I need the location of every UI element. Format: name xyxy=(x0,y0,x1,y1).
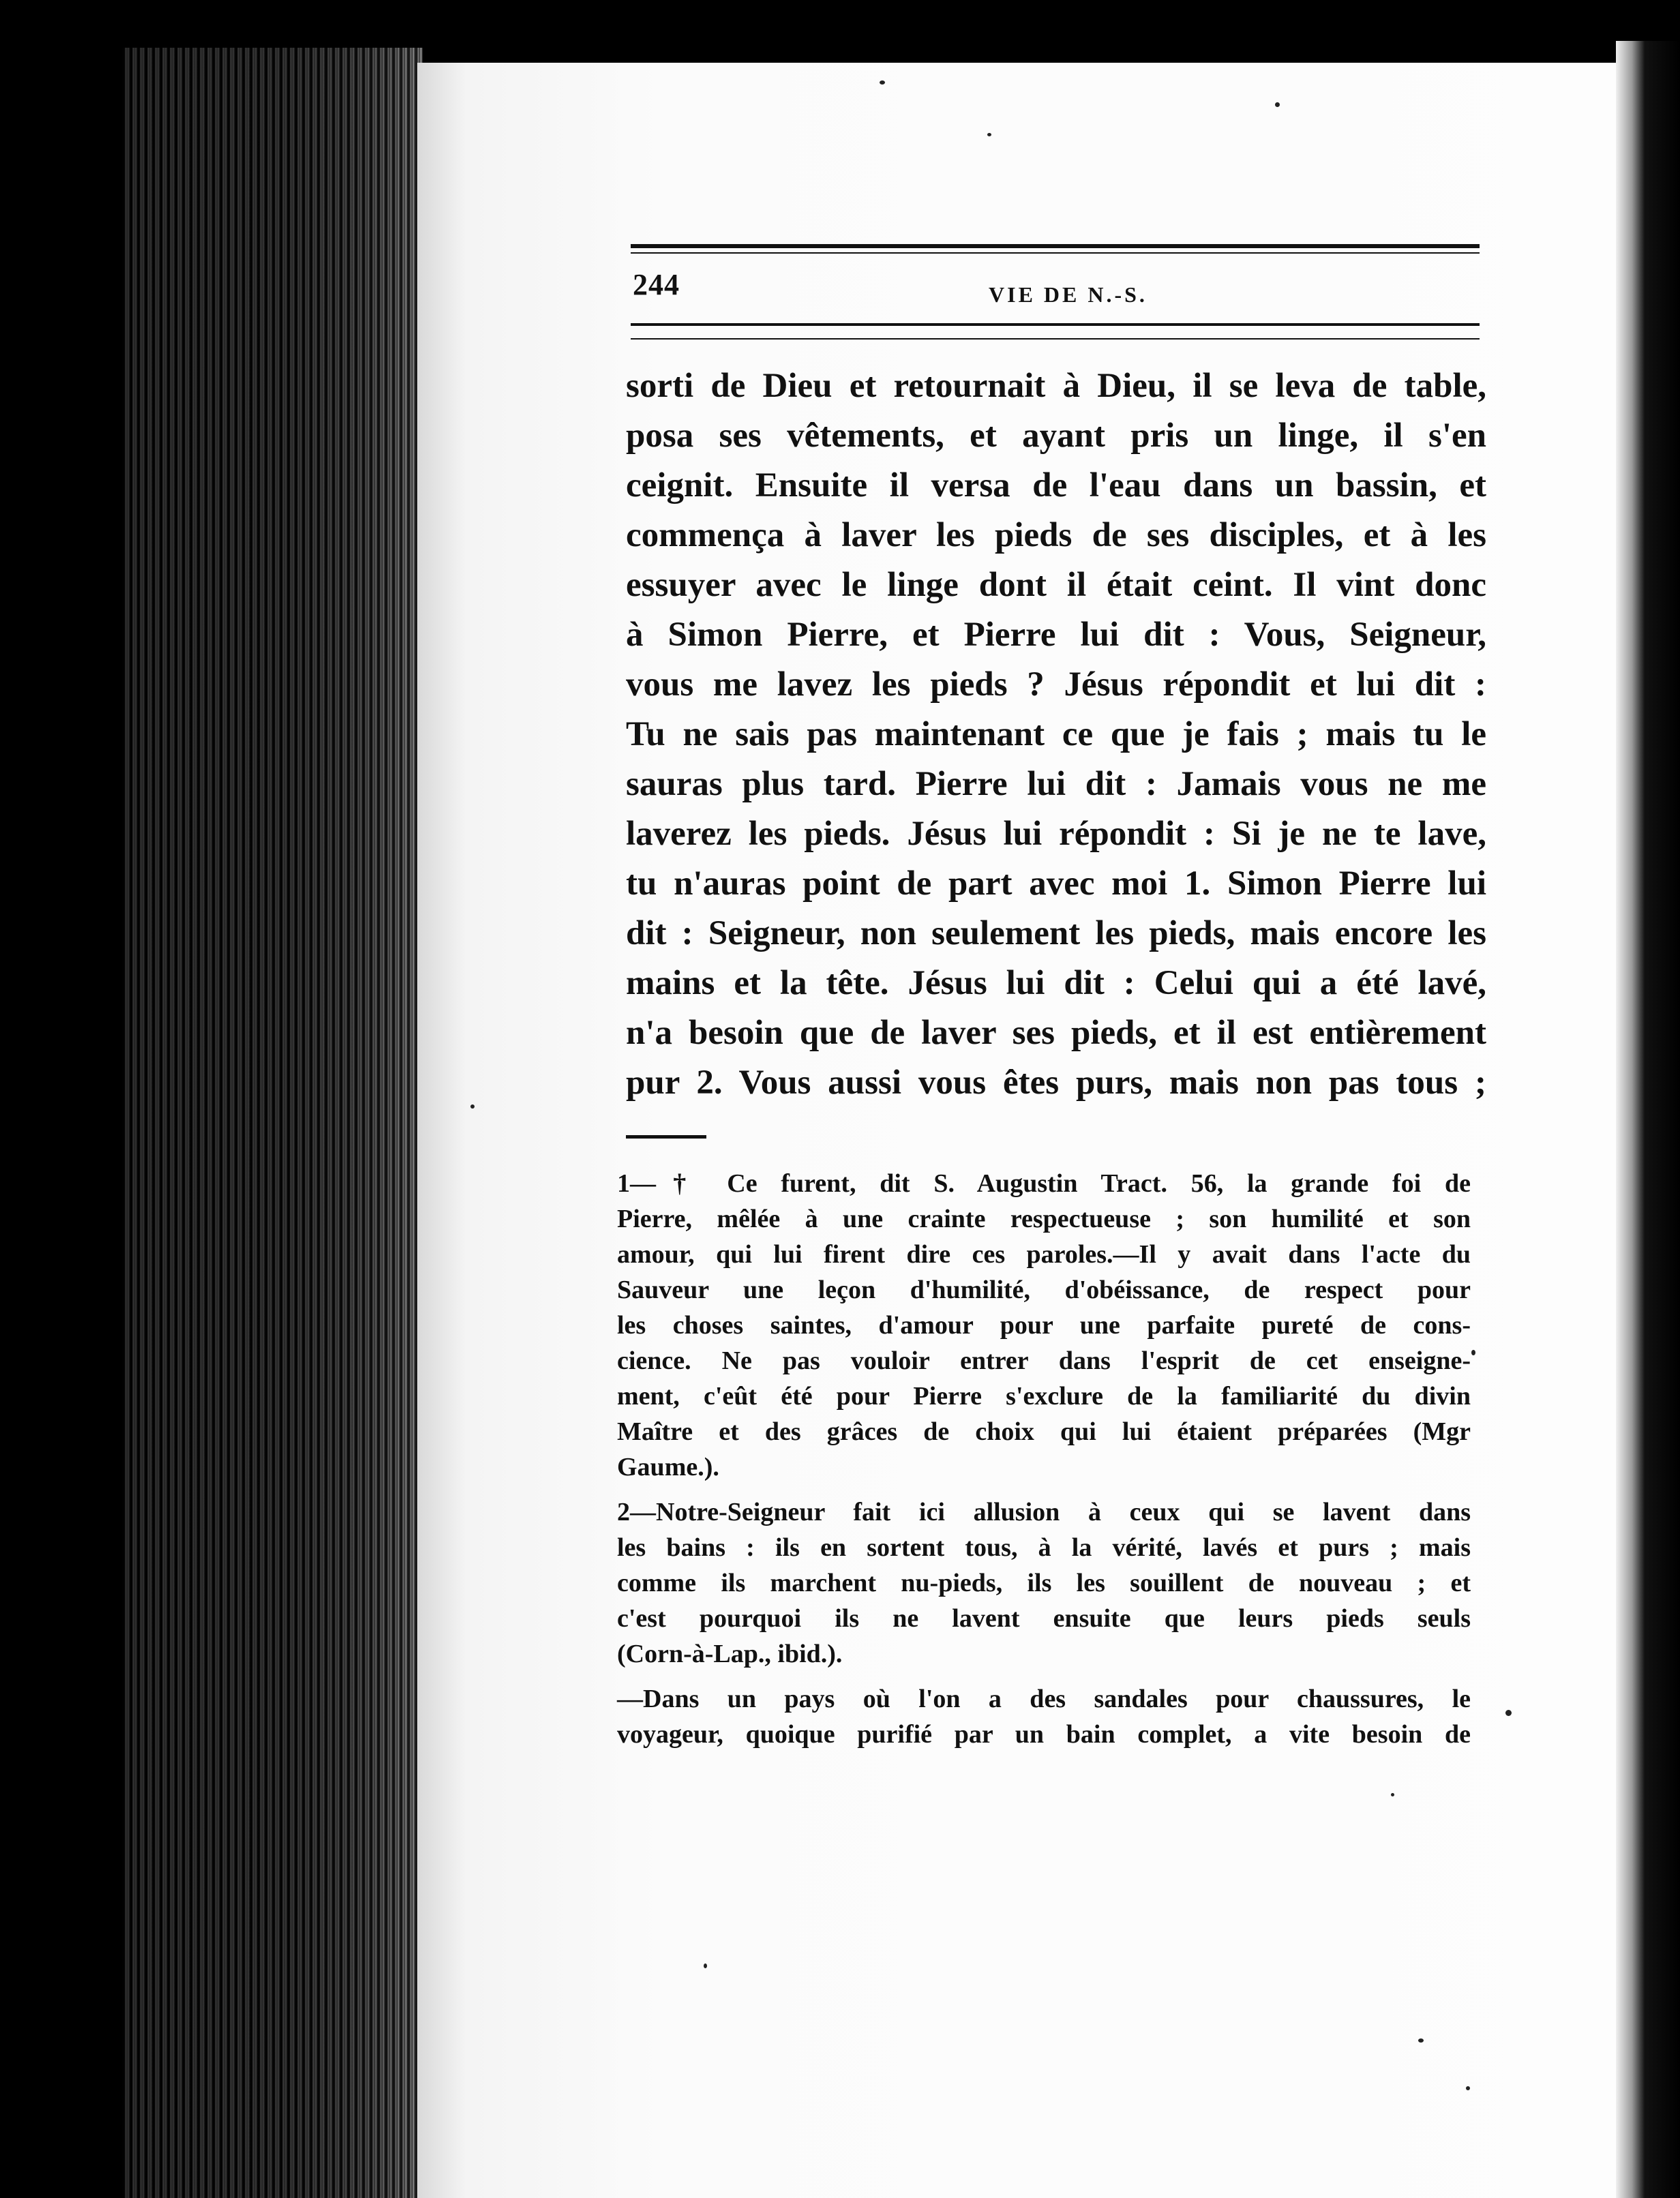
body-line: tu n'auras point de part avec moi 1. Simon Pierre lui xyxy=(626,864,1486,903)
body-line: ceignit. Ensuite il versa de l'eau dans un bassin, et xyxy=(626,466,1486,505)
body-line: Tu ne sais pas maintenant ce que je fais ; mais tu le xyxy=(626,715,1486,753)
footnote-1 xyxy=(617,1166,1471,1485)
page-number: 244 xyxy=(633,268,680,301)
footnote-line: amour, qui lui firent dire ces paroles.—Il y avait dans l'acte du xyxy=(617,1240,1471,1269)
body-line: mains et la tête. Jésus lui dit : Celui qui a été lavé, xyxy=(626,964,1486,1002)
scan-speck xyxy=(1275,102,1280,107)
scan-speck xyxy=(704,1963,707,1968)
body-line: dit : Seigneur, non seulement les pieds, mais encore les xyxy=(626,914,1486,952)
body-line: posa ses vêtements, et ayant pris un linge, il s'en xyxy=(626,417,1486,455)
footnote-line: (Corn-à-Lap., ibid.). xyxy=(617,1640,843,1668)
footnote-line: ment, c'eût été pour Pierre s'exclure de la familiarité du divin xyxy=(617,1382,1471,1411)
footnote-line: les bains : ils en sortent tous, à la vérité, lavés et purs ; mais xyxy=(617,1533,1471,1562)
footnote-line: voyageur, quoique purifié par un bain complet, a vite besoin de xyxy=(617,1720,1471,1749)
footnotes-block xyxy=(617,1166,1471,1752)
footnote-2 xyxy=(617,1494,1471,1672)
running-head: VIE DE N.-S. xyxy=(989,282,1148,307)
header-rule-thin xyxy=(631,252,1480,254)
footnote-line: 2—Notre-Seigneur fait ici allusion à ceux qui se lavent dans xyxy=(617,1498,1471,1526)
scan-speck xyxy=(1418,2038,1424,2043)
running-head-rule-thin xyxy=(631,338,1480,340)
running-head-rule-thick xyxy=(631,323,1480,326)
footnote-line: cience. Ne pas vouloir entrer dans l'esprit de cet enseigne- xyxy=(617,1346,1471,1375)
body-line: commença à laver les pieds de ses disciples, et à les xyxy=(626,516,1486,554)
body-line: sauras plus tard. Pierre lui dit : Jamais vous ne me xyxy=(626,765,1486,803)
footnote-line: comme ils marchent nu-pieds, ils les souillent de nouveau ; et xyxy=(617,1569,1471,1597)
footnote-3 xyxy=(617,1681,1471,1752)
footnote-line: Maître et des grâces de choix qui lui étaient préparées (Mgr xyxy=(617,1417,1471,1446)
footnote-separator xyxy=(626,1135,706,1139)
scan-speck xyxy=(470,1104,475,1109)
footnote-spacer xyxy=(617,1485,1471,1494)
book-gutter-shadow xyxy=(123,48,423,2198)
scan-speck xyxy=(1505,1710,1512,1716)
body-line: laverez les pieds. Jésus lui répondit : Si je ne te lave, xyxy=(626,815,1486,853)
scan-speck xyxy=(880,80,885,85)
footnote-line: c'est pourquoi ils ne lavent ensuite que leurs pieds seuls xyxy=(617,1604,1471,1633)
main-text-block xyxy=(626,361,1486,1108)
body-line: à Simon Pierre, et Pierre lui dit : Vous, Seigneur, xyxy=(626,616,1486,654)
footnote-line: les choses saintes, d'amour pour une parfaite pureté de cons- xyxy=(617,1311,1471,1340)
body-line: essuyer avec le linge dont il était ceint. Il vint donc xyxy=(626,566,1486,604)
footnote-line: Sauveur une leçon d'humilité, d'obéissance, de respect pour xyxy=(617,1276,1471,1304)
scan-speck xyxy=(1391,1793,1394,1796)
scan-speck xyxy=(1471,1350,1475,1355)
footnote-line: 1—† Ce furent, dit S. Augustin Tract. 56, la grande foi de xyxy=(617,1169,1471,1198)
body-line: n'a besoin que de laver ses pieds, et il est entièrement xyxy=(626,1014,1486,1052)
body-line: vous me lavez les pieds ? Jésus répondit et lui dit : xyxy=(626,665,1486,704)
scan-speck xyxy=(987,133,991,136)
footnote-line: —Dans un pays où l'on a des sandales pour chaussures, le xyxy=(617,1685,1471,1713)
footnote-spacer xyxy=(617,1672,1471,1681)
body-line: sorti de Dieu et retournait à Dieu, il se leva de table, xyxy=(626,367,1486,405)
footnote-line: Pierre, mêlée à une crainte respectueuse ; son humilité et son xyxy=(617,1205,1471,1233)
header-rule-thick xyxy=(631,244,1480,248)
page-right-edge xyxy=(1616,41,1680,2198)
body-line: pur 2. Vous aussi vous êtes purs, mais non pas tous ; xyxy=(626,1064,1486,1102)
footnote-line: Gaume.). xyxy=(617,1453,719,1481)
scan-speck xyxy=(1466,2086,1470,2090)
